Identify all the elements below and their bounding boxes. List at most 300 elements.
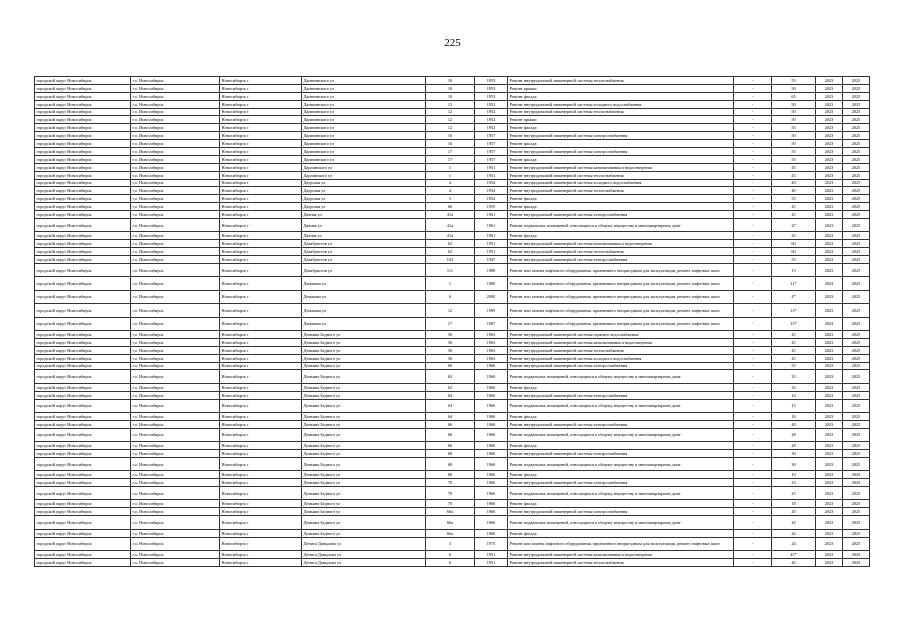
city-cell: Новосибирск г [220, 100, 302, 108]
build-year-cell: 1951 [475, 171, 508, 179]
amount-cell: 30 [772, 457, 816, 470]
dash-cell: - [734, 450, 772, 458]
table-row [35, 317, 870, 330]
build-year-cell: 1963 [475, 346, 508, 354]
amount-cell: 55 [772, 77, 816, 85]
dash-cell: - [734, 108, 772, 116]
district-cell: городской округ Новосибирск [35, 219, 131, 232]
build-year-cell: 1966 [475, 508, 508, 516]
street-cell: Даначинского ул [302, 100, 426, 108]
municipality-cell: г.о. Новосибирск [131, 479, 220, 487]
house-number-cell: 66 [426, 420, 475, 428]
amount-cell: 45 [772, 211, 816, 219]
build-year-cell: 1966 [475, 420, 508, 428]
city-cell: Новосибирск г [220, 116, 302, 124]
work-type-cell: Ремонт внутридомовой инженерной системы холодного водоснабжения [508, 354, 734, 362]
house-number-cell: 64 [426, 391, 475, 399]
city-cell: Новосибирск г [220, 219, 302, 232]
table-row [35, 508, 870, 516]
municipality-cell: г.о. Новосибирск [131, 132, 220, 140]
amount-cell: 20 [772, 516, 816, 529]
city-cell: Новосибирск г [220, 248, 302, 256]
build-year-cell: 1966 [475, 487, 508, 500]
city-cell: Новосибирск г [220, 317, 302, 330]
start-year-cell: 2023 [816, 450, 843, 458]
table-row [35, 362, 870, 370]
start-year-cell: 2023 [816, 558, 843, 566]
district-cell: городской округ Новосибирск [35, 163, 131, 171]
city-cell: Новосибирск г [220, 240, 302, 248]
district-cell: городской округ Новосибирск [35, 248, 131, 256]
street-cell: Дачная ул [302, 232, 426, 240]
amount-cell: 60 [772, 248, 816, 256]
house-number-cell: 66а [426, 508, 475, 516]
house-number-cell: 1 [426, 163, 475, 171]
municipality-cell: г.о. Новосибирск [131, 412, 220, 420]
start-year-cell: 2023 [816, 148, 843, 156]
house-number-cell: 66а [426, 529, 475, 537]
municipality-cell: г.о. Новосибирск [131, 277, 220, 290]
dash-cell: - [734, 428, 772, 441]
street-cell: Демьяна Бедного ул [302, 346, 426, 354]
build-year-cell: 1966 [475, 516, 508, 529]
street-cell: Демьяна Бедного ул [302, 442, 426, 450]
table-row [35, 163, 870, 171]
end-year-cell: 2025 [843, 370, 870, 383]
end-year-cell: 2025 [843, 383, 870, 391]
dash-cell: - [734, 155, 772, 163]
dash-cell: - [734, 471, 772, 479]
start-year-cell: 2023 [816, 479, 843, 487]
dash-cell: - [734, 508, 772, 516]
district-cell: городской округ Новосибирск [35, 116, 131, 124]
street-cell: Демьяна Бедного ул [302, 391, 426, 399]
city-cell: Новосибирск г [220, 179, 302, 187]
amount-cell: 50 [772, 132, 816, 140]
work-type-cell: Ремонт или замена лифтового оборудования, признанного непригодным для эксплуатации, ремонт лифтовых шахт [508, 263, 734, 276]
build-year-cell: 1961 [475, 211, 508, 219]
table-row [35, 92, 870, 100]
street-cell: Демьяна Бедного ул [302, 354, 426, 362]
build-year-cell: 1952 [475, 116, 508, 124]
city-cell: Новосибирск г [220, 277, 302, 290]
start-year-cell: 2023 [816, 219, 843, 232]
table-row [35, 457, 870, 470]
build-year-cell: 1952 [475, 108, 508, 116]
work-type-cell: Ремонт или замена лифтового оборудования, признанного непригодным для эксплуатации, ремонт лифтовых шахт [508, 277, 734, 290]
municipality-cell: г.о. Новосибирск [131, 304, 220, 317]
dash-cell: - [734, 187, 772, 195]
house-number-cell: 41а [426, 232, 475, 240]
district-cell: городской округ Новосибирск [35, 100, 131, 108]
start-year-cell: 2023 [816, 290, 843, 303]
build-year-cell: 1954 [475, 179, 508, 187]
start-year-cell: 2023 [816, 442, 843, 450]
dash-cell: - [734, 171, 772, 179]
start-year-cell: 2023 [816, 420, 843, 428]
end-year-cell: 2025 [843, 232, 870, 240]
amount-cell: 26 [772, 529, 816, 537]
dash-cell: - [734, 248, 772, 256]
work-type-cell: Ремонт внутридомовой инженерной системы теплоснабжения [508, 558, 734, 566]
dash-cell: - [734, 179, 772, 187]
amount-cell: 45* [772, 550, 816, 558]
amount-cell: 28 [772, 442, 816, 450]
municipality-cell: г.о. Новосибирск [131, 354, 220, 362]
end-year-cell: 2025 [843, 248, 870, 256]
house-number-cell: 64 [426, 399, 475, 412]
table-row [35, 412, 870, 420]
street-cell: Дениса Давыдова ул [302, 558, 426, 566]
house-number-cell: 17 [426, 148, 475, 156]
table-row [35, 140, 870, 148]
municipality-cell: г.о. Новосибирск [131, 240, 220, 248]
work-type-cell: Ремонт внутридомовой инженерной системы электроснабжения [508, 256, 734, 264]
district-cell: городской округ Новосибирск [35, 240, 131, 248]
district-cell: городской округ Новосибирск [35, 256, 131, 264]
house-number-cell: 62 [426, 240, 475, 248]
district-cell: городской округ Новосибирск [35, 317, 131, 330]
amount-cell: 40 [772, 179, 816, 187]
street-cell: Демьяна Бедного ул [302, 330, 426, 338]
build-year-cell: 1955 [475, 203, 508, 211]
end-year-cell: 2025 [843, 537, 870, 550]
street-cell: Даначинского ул [302, 116, 426, 124]
municipality-cell: г.о. Новосибирск [131, 529, 220, 537]
table-row [35, 516, 870, 529]
end-year-cell: 2025 [843, 450, 870, 458]
build-year-cell: 1966 [475, 383, 508, 391]
build-year-cell: 1963 [475, 330, 508, 338]
build-year-cell: 1966 [475, 399, 508, 412]
city-cell: Новосибирск г [220, 457, 302, 470]
house-number-cell: 68 [426, 450, 475, 458]
municipality-cell: г.о. Новосибирск [131, 442, 220, 450]
table-row [35, 290, 870, 303]
municipality-cell: г.о. Новосибирск [131, 203, 220, 211]
work-type-cell: Ремонт внутридомовой инженерной системы теплоснабжения [508, 77, 734, 85]
city-cell: Новосибирск г [220, 171, 302, 179]
dash-cell: - [734, 317, 772, 330]
amount-cell: 50 [772, 100, 816, 108]
table-row [35, 354, 870, 362]
municipality-cell: г.о. Новосибирск [131, 187, 220, 195]
work-type-cell: Ремонт крыши [508, 116, 734, 124]
table-row [35, 124, 870, 132]
district-cell: городской округ Новосибирск [35, 132, 131, 140]
start-year-cell: 2023 [816, 187, 843, 195]
work-type-cell: Ремонт подвальных помещений, относящихся к общему имуществу в многоквартирном доме [508, 487, 734, 500]
end-year-cell: 2025 [843, 211, 870, 219]
district-cell: городской округ Новосибирск [35, 140, 131, 148]
end-year-cell: 2025 [843, 92, 870, 100]
city-cell: Новосибирск г [220, 558, 302, 566]
district-cell: городской округ Новосибирск [35, 450, 131, 458]
district-cell: городской округ Новосибирск [35, 508, 131, 516]
table-row [35, 338, 870, 346]
start-year-cell: 2023 [816, 240, 843, 248]
dash-cell: - [734, 77, 772, 85]
end-year-cell: 2025 [843, 116, 870, 124]
end-year-cell: 2025 [843, 457, 870, 470]
district-cell: городской округ Новосибирск [35, 420, 131, 428]
house-number-cell: 4 [426, 179, 475, 187]
street-cell: Даначинского ул [302, 84, 426, 92]
house-number-cell: 56 [426, 346, 475, 354]
dash-cell: - [734, 124, 772, 132]
street-cell: Декабристов ул [302, 263, 426, 276]
dash-cell: - [734, 457, 772, 470]
dash-cell: - [734, 195, 772, 203]
district-cell: городской округ Новосибирск [35, 391, 131, 399]
work-type-cell: Ремонт или замена лифтового оборудования, признанного непригодным для эксплуатации, ремонт лифтовых шахт [508, 317, 734, 330]
street-cell: Дарлинского ул [302, 163, 426, 171]
table-row [35, 248, 870, 256]
start-year-cell: 2023 [816, 277, 843, 290]
dash-cell: - [734, 346, 772, 354]
table-row [35, 500, 870, 508]
city-cell: Новосибирск г [220, 163, 302, 171]
district-cell: городской округ Новосибирск [35, 92, 131, 100]
table-row [35, 420, 870, 428]
start-year-cell: 2023 [816, 171, 843, 179]
house-number-cell: 5 [426, 195, 475, 203]
work-type-cell: Ремонт или замена лифтового оборудования, признанного непригодным для эксплуатации, ремонт лифтовых шахт [508, 537, 734, 550]
start-year-cell: 2023 [816, 537, 843, 550]
build-year-cell: 1966 [475, 471, 508, 479]
district-cell: городской округ Новосибирск [35, 537, 131, 550]
work-type-cell: Ремонт подвальных помещений, относящихся к общему имуществу в многоквартирном доме [508, 370, 734, 383]
end-year-cell: 2025 [843, 317, 870, 330]
amount-cell: 45 [772, 338, 816, 346]
end-year-cell: 2025 [843, 516, 870, 529]
register-body [35, 77, 870, 567]
amount-cell: 13* [772, 317, 816, 330]
municipality-cell: г.о. Новосибирск [131, 391, 220, 399]
build-year-cell: 1961 [475, 232, 508, 240]
street-cell: Демьяна Бедного ул [302, 428, 426, 441]
work-type-cell: Ремонт внутридомовой инженерной системы электроснабжения [508, 148, 734, 156]
amount-cell: 55 [772, 195, 816, 203]
work-type-cell: Ремонт крыши [508, 84, 734, 92]
city-cell: Новосибирск г [220, 140, 302, 148]
city-cell: Новосибирск г [220, 412, 302, 420]
district-cell: городской округ Новосибирск [35, 399, 131, 412]
district-cell: городской округ Новосибирск [35, 457, 131, 470]
dash-cell: - [734, 558, 772, 566]
city-cell: Новосибирск г [220, 108, 302, 116]
street-cell: Демьяна Бедного ул [302, 338, 426, 346]
house-number-cell: 41а [426, 219, 475, 232]
city-cell: Новосибирск г [220, 450, 302, 458]
street-cell: Демакова ул [302, 317, 426, 330]
table-row [35, 471, 870, 479]
house-number-cell: 16 [426, 132, 475, 140]
amount-cell: 16 [772, 412, 816, 420]
start-year-cell: 2023 [816, 428, 843, 441]
street-cell: Даначинского ул [302, 155, 426, 163]
amount-cell: 25 [772, 479, 816, 487]
street-cell: Демакова ул [302, 290, 426, 303]
house-number-cell: 6 [426, 558, 475, 566]
end-year-cell: 2025 [843, 240, 870, 248]
repair-register-table [34, 76, 870, 567]
start-year-cell: 2023 [816, 529, 843, 537]
table-row [35, 132, 870, 140]
municipality-cell: г.о. Новосибирск [131, 338, 220, 346]
start-year-cell: 2023 [816, 487, 843, 500]
amount-cell: 40 [772, 420, 816, 428]
dash-cell: - [734, 277, 772, 290]
build-year-cell: 1953 [475, 77, 508, 85]
district-cell: городской округ Новосибирск [35, 354, 131, 362]
street-cell: Даначинского ул [302, 140, 426, 148]
house-number-cell: 70 [426, 500, 475, 508]
table-row [35, 330, 870, 338]
build-year-cell: 1963 [475, 354, 508, 362]
house-number-cell: 66а [426, 516, 475, 529]
amount-cell: 50 [772, 108, 816, 116]
dash-cell: - [734, 203, 772, 211]
work-type-cell: Ремонт фасада [508, 232, 734, 240]
amount-cell: 20 [772, 508, 816, 516]
municipality-cell: г.о. Новосибирск [131, 155, 220, 163]
amount-cell: 35 [772, 383, 816, 391]
district-cell: городской округ Новосибирск [35, 516, 131, 529]
dash-cell: - [734, 420, 772, 428]
amount-cell: 45 [772, 330, 816, 338]
house-number-cell: 10 [426, 77, 475, 85]
end-year-cell: 2025 [843, 420, 870, 428]
table-row [35, 399, 870, 412]
build-year-cell: 1952 [475, 100, 508, 108]
work-type-cell: Ремонт подвальных помещений, относящихся к общему имуществу в многоквартирном доме [508, 428, 734, 441]
house-number-cell: 41а [426, 211, 475, 219]
amount-cell: 16 [772, 391, 816, 399]
dash-cell: - [734, 516, 772, 529]
start-year-cell: 2023 [816, 77, 843, 85]
start-year-cell: 2023 [816, 508, 843, 516]
end-year-cell: 2025 [843, 487, 870, 500]
amount-cell: 28 [772, 428, 816, 441]
work-type-cell: Ремонт или замена лифтового оборудования, признанного непригодным для эксплуатации, ремонт лифтовых шахт [508, 304, 734, 317]
amount-cell: 45 [772, 354, 816, 362]
district-cell: городской округ Новосибирск [35, 179, 131, 187]
work-type-cell: Ремонт фасада [508, 155, 734, 163]
district-cell: городской округ Новосибирск [35, 370, 131, 383]
work-type-cell: Ремонт внутридомовой инженерной системы электроснабжения [508, 479, 734, 487]
start-year-cell: 2023 [816, 92, 843, 100]
table-row [35, 77, 870, 85]
house-number-cell: 12 [426, 304, 475, 317]
street-cell: Демьяна Бедного ул [302, 479, 426, 487]
table-row [35, 450, 870, 458]
city-cell: Новосибирск г [220, 537, 302, 550]
work-type-cell: Ремонт внутридомовой инженерной системы электроснабжения [508, 132, 734, 140]
municipality-cell: г.о. Новосибирск [131, 290, 220, 303]
work-type-cell: Ремонт фасада [508, 500, 734, 508]
work-type-cell: Ремонт внутридомовой инженерной системы электроснабжения [508, 211, 734, 219]
municipality-cell: г.о. Новосибирск [131, 232, 220, 240]
work-type-cell: Ремонт внутридомовой инженерной системы горячего водоснабжения [508, 330, 734, 338]
city-cell: Новосибирск г [220, 516, 302, 529]
municipality-cell: г.о. Новосибирск [131, 195, 220, 203]
end-year-cell: 2025 [843, 362, 870, 370]
house-number-cell: 12 [426, 116, 475, 124]
street-cell: Даначинского ул [302, 92, 426, 100]
start-year-cell: 2023 [816, 100, 843, 108]
build-year-cell: 1975 [475, 537, 508, 550]
dash-cell: - [734, 211, 772, 219]
work-type-cell: Ремонт внутридомовой инженерной системы канализования и водоотведения [508, 338, 734, 346]
table-row [35, 179, 870, 187]
amount-cell: 55 [772, 148, 816, 156]
amount-cell: 45 [772, 203, 816, 211]
start-year-cell: 2023 [816, 346, 843, 354]
house-number-cell: 6 [426, 290, 475, 303]
start-year-cell: 2023 [816, 412, 843, 420]
street-cell: Декабристов ул [302, 248, 426, 256]
district-cell: городской округ Новосибирск [35, 124, 131, 132]
table-row [35, 108, 870, 116]
table-row [35, 442, 870, 450]
house-number-cell: 62 [426, 383, 475, 391]
end-year-cell: 2025 [843, 84, 870, 92]
municipality-cell: г.о. Новосибирск [131, 92, 220, 100]
district-cell: городской округ Новосибирск [35, 383, 131, 391]
work-type-cell: Ремонт внутридомовой инженерной системы теплоснабжения [508, 171, 734, 179]
work-type-cell: Ремонт фасада [508, 92, 734, 100]
district-cell: городской округ Новосибирск [35, 346, 131, 354]
dash-cell: - [734, 399, 772, 412]
municipality-cell: г.о. Новосибирск [131, 428, 220, 441]
dash-cell: - [734, 163, 772, 171]
work-type-cell: Ремонт фасада [508, 383, 734, 391]
work-type-cell: Ремонт внутридомовой инженерной системы канализования и водоотведения [508, 240, 734, 248]
end-year-cell: 2025 [843, 550, 870, 558]
end-year-cell: 2025 [843, 471, 870, 479]
house-number-cell: 12 [426, 108, 475, 116]
amount-cell: 45 [772, 346, 816, 354]
district-cell: городской округ Новосибирск [35, 487, 131, 500]
amount-cell: 50 [772, 140, 816, 148]
work-type-cell: Ремонт внутридомовой инженерной системы холодного водоснабжения [508, 179, 734, 187]
house-number-cell: 70 [426, 479, 475, 487]
work-type-cell: Ремонт подвальных помещений, относящихся к общему имуществу в многоквартирном доме [508, 516, 734, 529]
build-year-cell: 1966 [475, 529, 508, 537]
dash-cell: - [734, 500, 772, 508]
table-row [35, 195, 870, 203]
build-year-cell: 1951 [475, 558, 508, 566]
city-cell: Новосибирск г [220, 155, 302, 163]
work-type-cell: Ремонт внутридомовой инженерной системы теплоснабжения [508, 346, 734, 354]
district-cell: городской округ Новосибирск [35, 529, 131, 537]
table-row [35, 187, 870, 195]
municipality-cell: г.о. Новосибирск [131, 171, 220, 179]
municipality-cell: г.о. Новосибирск [131, 108, 220, 116]
city-cell: Новосибирск г [220, 195, 302, 203]
amount-cell: 11* [772, 277, 816, 290]
table-row [35, 171, 870, 179]
start-year-cell: 2023 [816, 195, 843, 203]
street-cell: Даначинского ул [302, 124, 426, 132]
work-type-cell: Ремонт внутридомовой инженерной системы электроснабжения [508, 508, 734, 516]
build-year-cell: 1963 [475, 338, 508, 346]
house-number-cell: 4 [426, 187, 475, 195]
city-cell: Новосибирск г [220, 428, 302, 441]
city-cell: Новосибирск г [220, 508, 302, 516]
city-cell: Новосибирск г [220, 203, 302, 211]
